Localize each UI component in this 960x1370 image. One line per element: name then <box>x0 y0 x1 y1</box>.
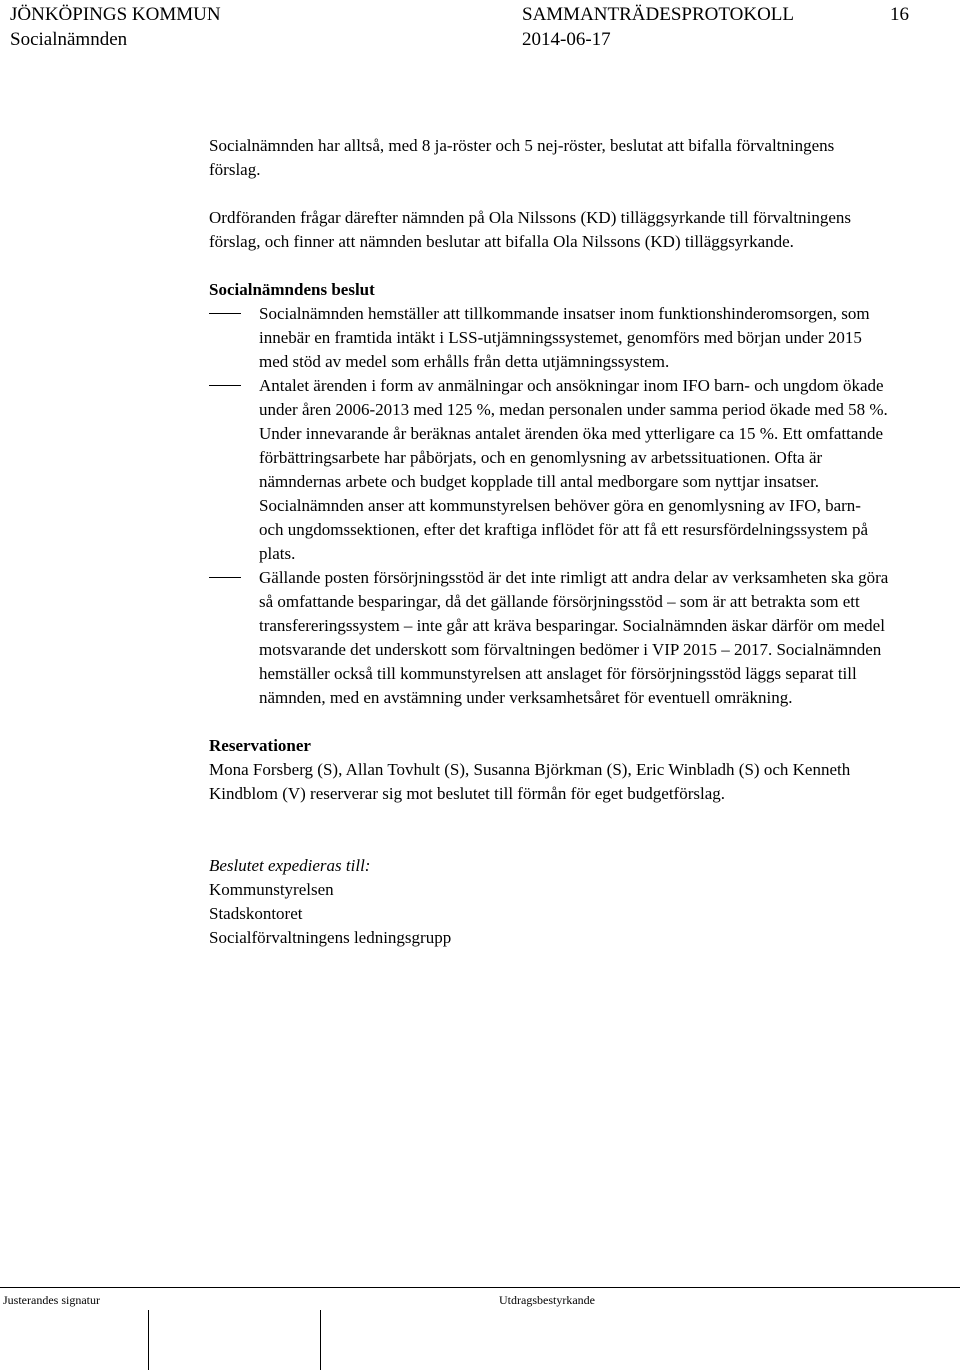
reservations-text: Mona Forsberg (S), Allan Tovhult (S), Susanna Björkman (S), Eric Winbladh (S) och Kenneth Kindblom (V) reserverar sig mot beslutet till förmån för eget budgetförslag. <box>209 760 851 803</box>
decision-item <box>209 302 889 374</box>
vote-result-paragraph: Socialnämnden har alltså, med 8 ja-röster och 5 nej-röster, beslutat att bifalla förvaltningens förslag. <box>209 136 835 179</box>
dispatch-recipient: Socialförvaltningens ledningsgrupp <box>209 928 452 947</box>
dispatch-recipient: Stadskontoret <box>209 904 303 923</box>
decision-list <box>209 302 889 710</box>
adjuster-signature-label: Justerandes signatur <box>3 1293 100 1307</box>
reservations-heading: Reservationer <box>209 736 311 755</box>
decision-item-text: Gällande posten försörjningsstöd är det inte rimligt att andra delar av verksamheten ska göra så omfattande besparingar, då det gällande försörjningsstöd – som är att betrakta som ett transfereringssystem – inte går att kräva besparingar. Socialnämnden äskar därför om medel motsvarande det underskott som förvaltningen bedömer i VIP 2015 – 2017. Socialnämnden hemställer också till kommunstyrelsen att anslaget för försörjningsstöd läggs separat till nämnden, med en avstämning under verksamhetsåret för eventuell omräkning. <box>259 568 889 707</box>
signature-box-divider <box>320 1310 321 1370</box>
extract-certification-label: Utdragsbestyrkande <box>499 1293 595 1307</box>
document-type: SAMMANTRÄDESPROTOKOLL <box>522 4 795 25</box>
dispatch-recipient: Kommunstyrelsen <box>209 880 334 899</box>
decision-item <box>209 566 889 710</box>
decision-heading: Socialnämndens beslut <box>209 280 375 299</box>
organization-name: JÖNKÖPINGS KOMMUN <box>10 4 221 25</box>
footer-divider <box>0 1287 960 1288</box>
meeting-date: 2014-06-17 <box>522 29 611 50</box>
decision-item-text: Antalet ärenden i form av anmälningar och ansökningar inom IFO barn- och ungdom ökade under åren 2006-2013 med 125 %, medan personalen under samma period ökade med 58 %. Under innevarande år beräknas antalet ärenden öka med ytterligare ca 15 %. Ett omfattande förbättringsarbete har påbörjats, och en genomlysning av arbetssituationen. Ofta är nämndernas arbete och budget kopplade till antal medborgare som nyttjar insatser. Socialnämnden anser att kommunstyrelsen behöver göra en genomlysning av IFO, barn- och ungdomssektionen, efter det kraftiga inflödet för att få ett resursfördelningssystem på plats. <box>259 376 888 563</box>
dash-bullet-icon <box>209 313 241 314</box>
page-number: 16 <box>890 4 909 25</box>
decision-item-text: Socialnämnden hemställer att tillkommande insatser inom funktionshinderomsorgen, som innebär en framtida intäkt i LSS-utjämningssystemet, genomförs med början under 2015 med stöd av medel som erhålls från detta utjämningssystem. <box>259 304 870 371</box>
protocol-body <box>209 134 889 950</box>
chair-question-paragraph: Ordföranden frågar därefter nämnden på Ola Nilssons (KD) tilläggsyrkande till förvaltningens förslag, och finner att nämnden beslutar att bifalla Ola Nilssons (KD) tilläggsyrkande. <box>209 208 852 251</box>
dash-bullet-icon <box>209 577 241 578</box>
decision-item <box>209 374 889 566</box>
dash-bullet-icon <box>209 385 241 386</box>
dispatch-heading: Beslutet expedieras till: <box>209 856 371 875</box>
signature-box-divider <box>148 1310 149 1370</box>
committee-name: Socialnämnden <box>10 29 128 50</box>
